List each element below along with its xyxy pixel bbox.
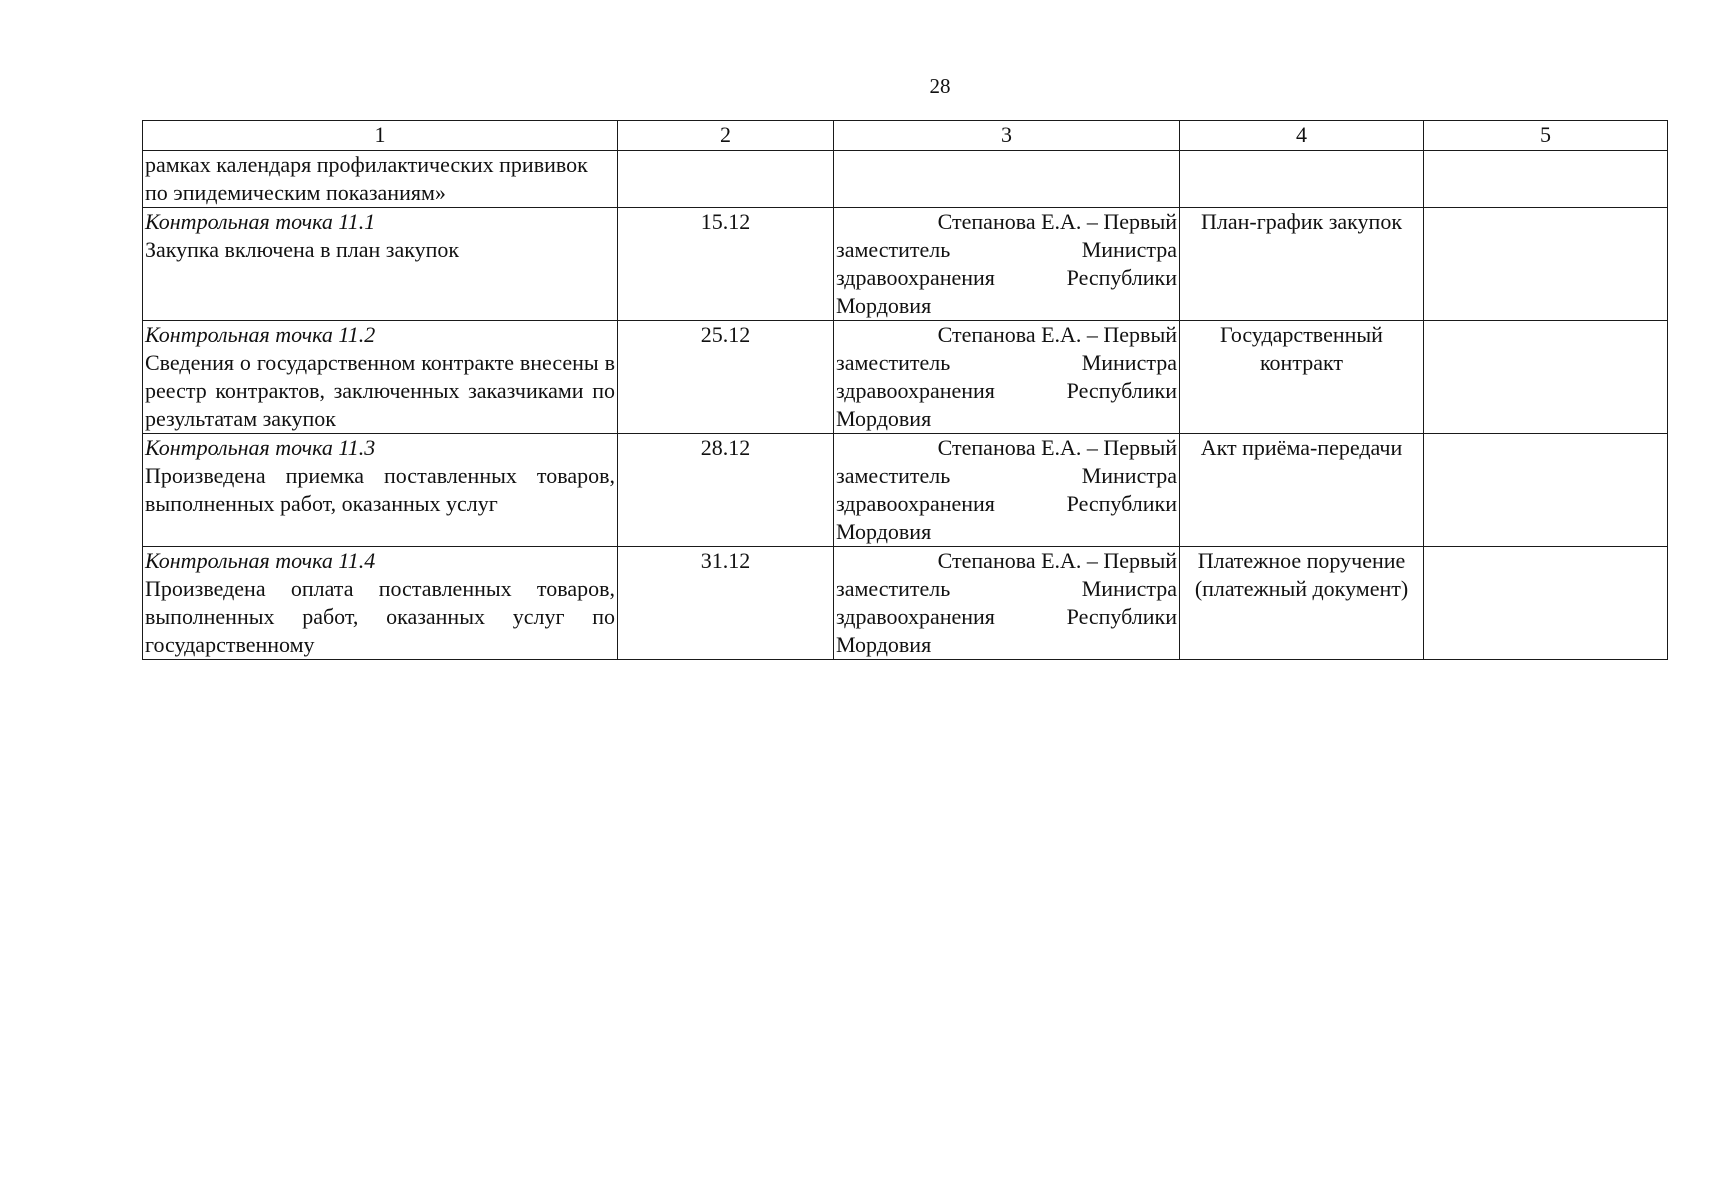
empty-cell xyxy=(834,151,1180,208)
column-header: 2 xyxy=(618,121,834,151)
date-cell: 25.12 xyxy=(618,321,834,434)
responsible-line: заместитель Министра xyxy=(836,350,1177,375)
responsible-line: Мордовия xyxy=(836,293,932,318)
responsible-line: заместитель Министра xyxy=(836,576,1177,601)
empty-cell xyxy=(1424,151,1668,208)
table-row xyxy=(143,208,1668,321)
control-point-title: Контрольная точка 11.4 xyxy=(145,548,376,573)
control-point-cell xyxy=(143,434,618,547)
responsible-line: Степанова Е.А. – Первый xyxy=(937,209,1177,234)
column-header: 5 xyxy=(1424,121,1668,151)
note-cell xyxy=(1424,547,1668,660)
responsible-line: здравоохранения Республики xyxy=(836,491,1177,516)
date-cell: 31.12 xyxy=(618,547,834,660)
document-cell: Государственный контракт xyxy=(1180,321,1424,434)
responsible-line: здравоохранения Республики xyxy=(836,265,1177,290)
table-header-row xyxy=(143,121,1668,151)
note-cell xyxy=(1424,434,1668,547)
table-row xyxy=(143,321,1668,434)
control-point-description: Сведения о государственном контракте внесены в реестр контрактов, заключенных заказчиками по результатам закупок xyxy=(145,350,615,431)
responsible-cell xyxy=(834,547,1180,660)
note-cell xyxy=(1424,321,1668,434)
responsible-cell xyxy=(834,321,1180,434)
responsible-line: Степанова Е.А. – Первый xyxy=(937,435,1177,460)
continuation-text: рамках календаря профилактических прививок по эпидемическим показаниям» xyxy=(143,151,618,208)
control-point-title: Контрольная точка 11.1 xyxy=(145,209,376,234)
table-row xyxy=(143,547,1668,660)
table-row xyxy=(143,434,1668,547)
responsible-line: Мордовия xyxy=(836,632,932,657)
control-points-table xyxy=(142,120,1668,660)
responsible-line: Мордовия xyxy=(836,406,932,431)
control-point-cell xyxy=(143,208,618,321)
column-header: 1 xyxy=(143,121,618,151)
page-number: 28 xyxy=(929,74,951,98)
document-cell: Платежное поручение (платежный документ) xyxy=(1180,547,1424,660)
control-point-title: Контрольная точка 11.2 xyxy=(145,322,376,347)
responsible-line: Мордовия xyxy=(836,519,932,544)
responsible-line: Степанова Е.А. – Первый xyxy=(937,548,1177,573)
responsible-line: заместитель Министра xyxy=(836,463,1177,488)
control-point-description: Произведена оплата поставленных товаров, выполненных работ, оказанных услуг по государственному xyxy=(145,576,615,657)
document-cell: План-график закупок xyxy=(1180,208,1424,321)
control-point-description: Произведена приемка поставленных товаров, выполненных работ, оказанных услуг xyxy=(145,463,615,516)
table-row xyxy=(143,151,1668,208)
date-cell: 28.12 xyxy=(618,434,834,547)
empty-cell xyxy=(1180,151,1424,208)
control-point-cell xyxy=(143,321,618,434)
note-cell xyxy=(1424,208,1668,321)
date-cell: 15.12 xyxy=(618,208,834,321)
document-cell: Акт приёма-передачи xyxy=(1180,434,1424,547)
responsible-line: здравоохранения Республики xyxy=(836,604,1177,629)
responsible-line: заместитель Министра xyxy=(836,237,1177,262)
responsible-line: здравоохранения Республики xyxy=(836,378,1177,403)
control-point-title: Контрольная точка 11.3 xyxy=(145,435,376,460)
responsible-cell xyxy=(834,434,1180,547)
control-point-description: Закупка включена в план закупок xyxy=(145,237,460,262)
column-header: 4 xyxy=(1180,121,1424,151)
column-header: 3 xyxy=(834,121,1180,151)
empty-cell xyxy=(618,151,834,208)
responsible-cell xyxy=(834,208,1180,321)
control-point-cell xyxy=(143,547,618,660)
responsible-line: Степанова Е.А. – Первый xyxy=(937,322,1177,347)
